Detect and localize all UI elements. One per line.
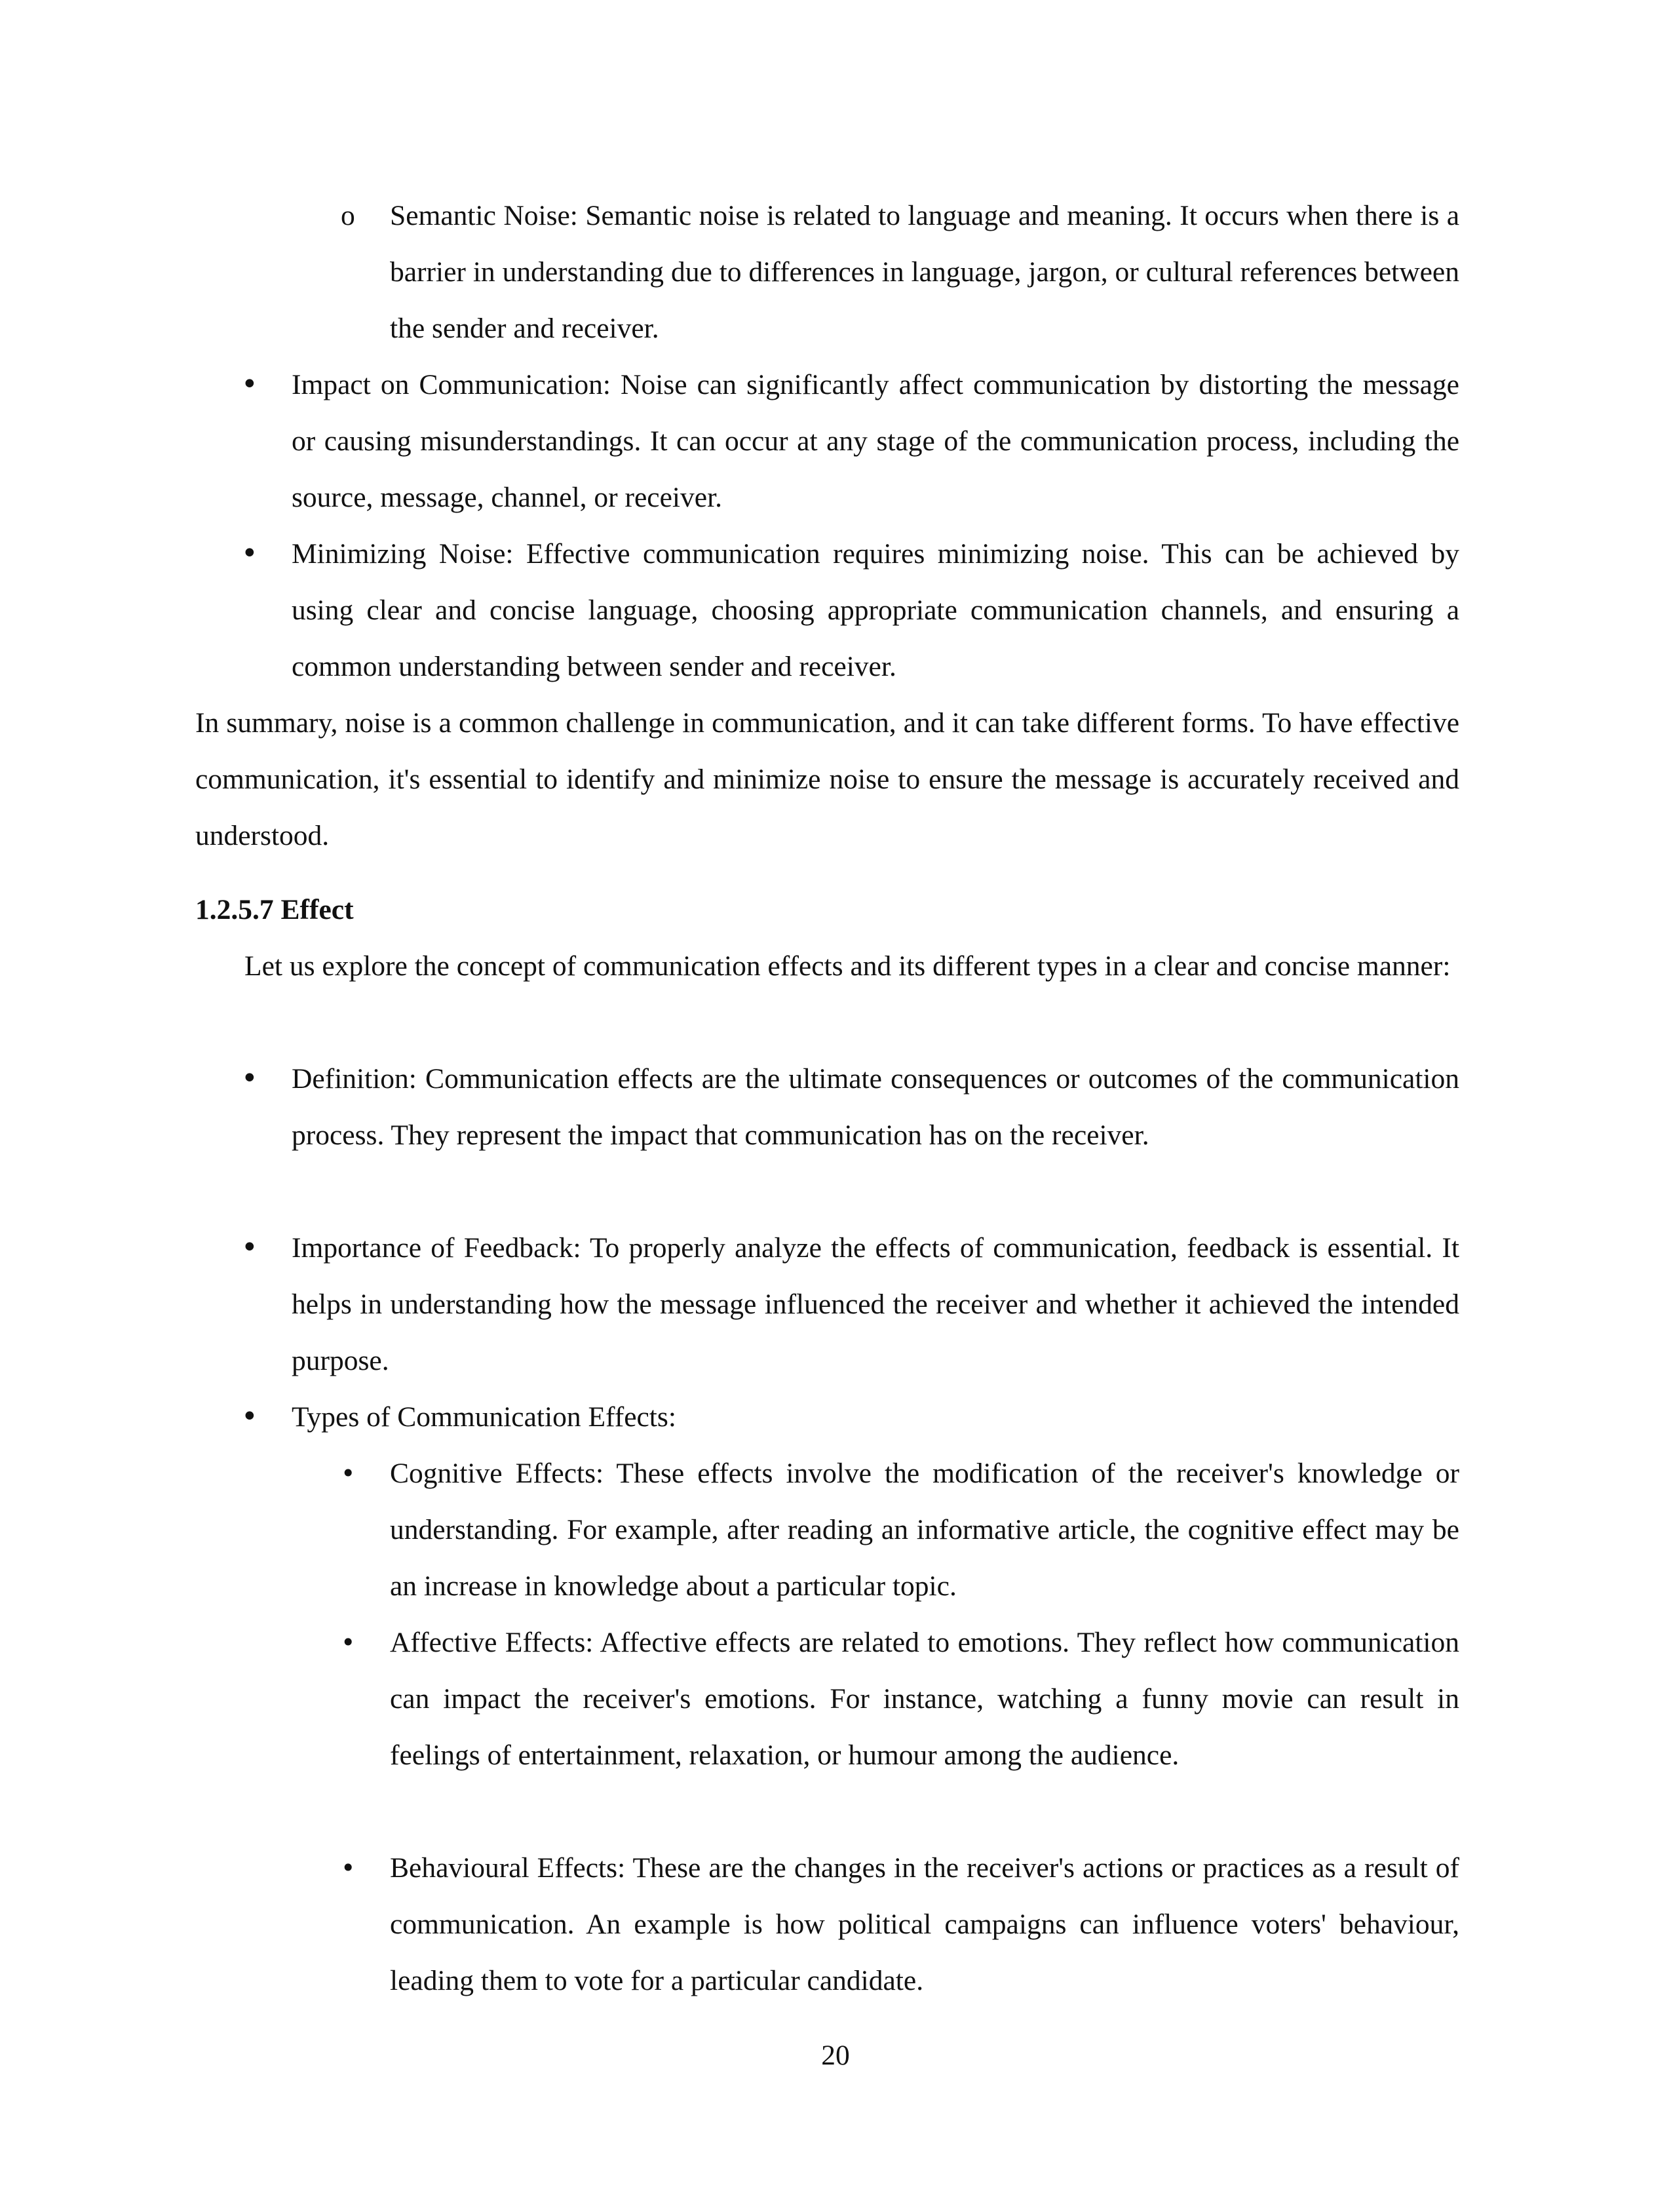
page-number: 20 bbox=[821, 2040, 850, 2071]
impact-paragraph: Impact on Communication: Noise can significantly affect communication by distorting the message or causing misunderstandings. It can occur at any stage of the communication process, including the source, message, channel, or receiver. bbox=[292, 369, 1459, 513]
types-paragraph: Types of Communication Effects: bbox=[292, 1401, 676, 1433]
definition-paragraph: Definition: Communication effects are the ultimate consequences or outcomes of the communication process. They represent the impact that communication has on the receiver. bbox=[292, 1063, 1459, 1151]
section-heading: 1.2.5.7 Effect bbox=[195, 894, 354, 925]
semantic-noise-paragraph: Semantic Noise: Semantic noise is related to language and meaning. It occurs when there is a barrier in understanding due to differences in language, jargon, or cultural references between the sender and receiver. bbox=[390, 200, 1459, 344]
minimizing-noise-paragraph: Minimizing Noise: Effective communication requires minimizing noise. This can be achieved by using clear and concise language, choosing appropriate communication channels, and ensuring a common understanding between sender and receiver. bbox=[292, 538, 1459, 682]
sub-bullet-marker: o bbox=[341, 200, 355, 231]
bullet-marker: • bbox=[241, 1062, 258, 1095]
sub-bullet-marker: • bbox=[341, 1628, 356, 1657]
feedback-paragraph: Importance of Feedback: To properly analyze the effects of communication, feedback is essential. It helps in understanding how the message influenced the receiver and whether it achieved the intended purpose. bbox=[292, 1232, 1459, 1376]
bullet-marker: • bbox=[241, 368, 258, 401]
sub-bullet-marker: • bbox=[341, 1853, 356, 1882]
sub-bullet-marker: • bbox=[341, 1459, 356, 1488]
bullet-marker: • bbox=[241, 1401, 258, 1433]
behavioural-paragraph: Behavioural Effects: These are the changes in the receiver's actions or practices as a result of communication. An example is how political campaigns can influence voters' behaviour, leading them to vote for a particular candidate. bbox=[390, 1852, 1459, 1996]
bullet-marker: • bbox=[241, 1232, 258, 1264]
bullet-marker: • bbox=[241, 537, 258, 570]
intro-paragraph: Let us explore the concept of communication effects and its different types in a clear and concise manner: bbox=[244, 950, 1451, 982]
affective-paragraph: Affective Effects: Affective effects are related to emotions. They reflect how communication can impact the receiver's emotions. For instance, watching a funny movie can result in feelings of entertainment, relaxation, or humour among the audience. bbox=[390, 1627, 1459, 1771]
cognitive-paragraph: Cognitive Effects: These effects involve the modification of the receiver's knowledge or understanding. For example, after reading an informative article, the cognitive effect may be an increase in knowledge about a particular topic. bbox=[390, 1458, 1459, 1602]
summary-paragraph: In summary, noise is a common challenge in communication, and it can take different forms. To have effective communication, it's essential to identify and minimize noise to ensure the message is accurately received and understood. bbox=[195, 707, 1459, 851]
